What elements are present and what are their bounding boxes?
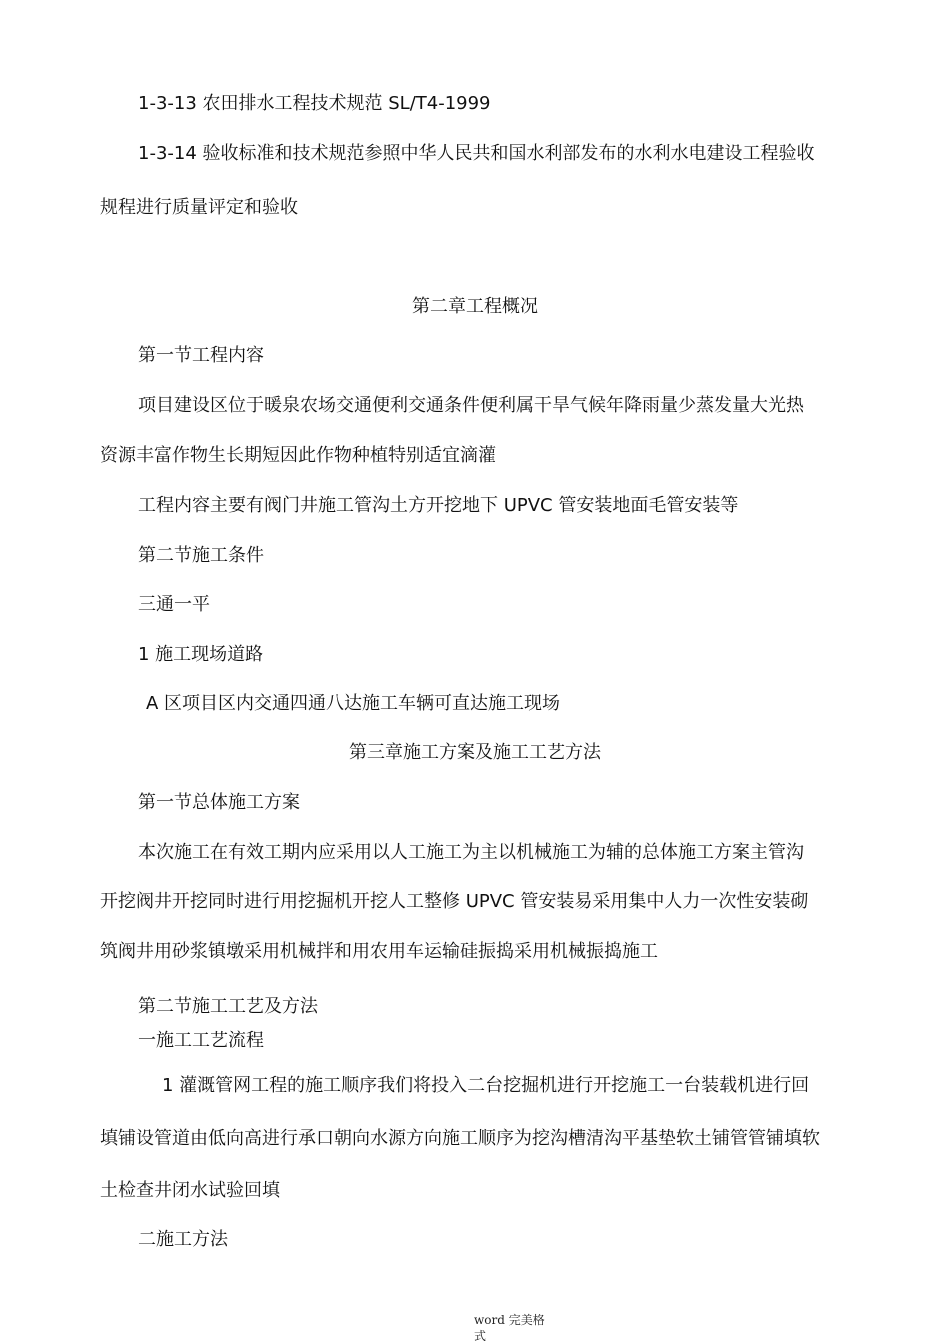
section-heading-content: 第一节工程内容 (138, 345, 264, 366)
text-line-acceptance-standard: 1-3-14 验收标准和技术规范参照中华人民共和国水利部发布的水利水电建设工程验收 (138, 143, 815, 164)
text-line-work-content: 工程内容主要有阀门井施工管沟土方开挖地下 UPVC 管安装地面毛管安装等 (138, 495, 739, 516)
text-line-area-a-traffic: A 区项目区内交通四通八达施工车辆可直达施工现场 (146, 693, 561, 714)
text-line-irrigation-sequence-cont1: 填铺设管道由低向高进行承口朝向水源方向施工顺序为挖沟槽清沟平基垫软土铺管管铺填软 (100, 1128, 820, 1149)
footer-line-2: 式 (474, 1329, 487, 1343)
text-line-acceptance-standard-cont: 规程进行质量评定和验收 (100, 197, 298, 218)
text-line-plan-description-cont2: 筑阀井用砂浆镇墩采用机械拌和用农用车运输硅振捣采用机械振捣施工 (100, 941, 658, 962)
chapter-title-overview: 第二章工程概况 (412, 296, 538, 317)
text-line-irrigation-sequence: 1 灌溉管网工程的施工顺序我们将投入二台挖掘机进行开挖施工一台装载机进行回 (162, 1075, 810, 1096)
footer-line-1: word 完美格 (474, 1313, 545, 1327)
text-line-process-flow: 一施工工艺流程 (138, 1030, 264, 1051)
section-heading-process-methods: 第二节施工工艺及方法 (138, 996, 318, 1017)
chapter-title-construction-plan: 第三章施工方案及施工工艺方法 (349, 742, 601, 763)
text-line-plan-description-cont1: 开挖阀井开挖同时进行用挖掘机开挖人工整修 UPVC 管安装易采用集中人力一次性安装砌 (100, 891, 809, 912)
section-heading-overall-plan: 第一节总体施工方案 (138, 792, 300, 813)
text-line-construction-methods: 二施工方法 (138, 1229, 228, 1250)
section-heading-conditions: 第二节施工条件 (138, 545, 264, 566)
text-line-project-area: 项目建设区位于暖泉农场交通便利交通条件便利属干旱气候年降雨量少蒸发量大光热 (138, 395, 804, 416)
text-line-three-links: 三通一平 (138, 594, 210, 615)
text-line-plan-description: 本次施工在有效工期内应采用以人工施工为主以机械施工为辅的总体施工方案主管沟 (138, 842, 804, 863)
text-line-irrigation-sequence-cont2: 土检查井闭水试验回填 (100, 1180, 280, 1201)
text-line-standard-sl-t4: 1-3-13 农田排水工程技术规范 SL/T4-1999 (138, 93, 491, 114)
text-line-project-area-cont: 资源丰富作物生长期短因此作物种植特别适宜滴灌 (100, 445, 496, 466)
page-footer (474, 1312, 564, 1344)
text-line-site-road: 1 施工现场道路 (138, 644, 264, 665)
